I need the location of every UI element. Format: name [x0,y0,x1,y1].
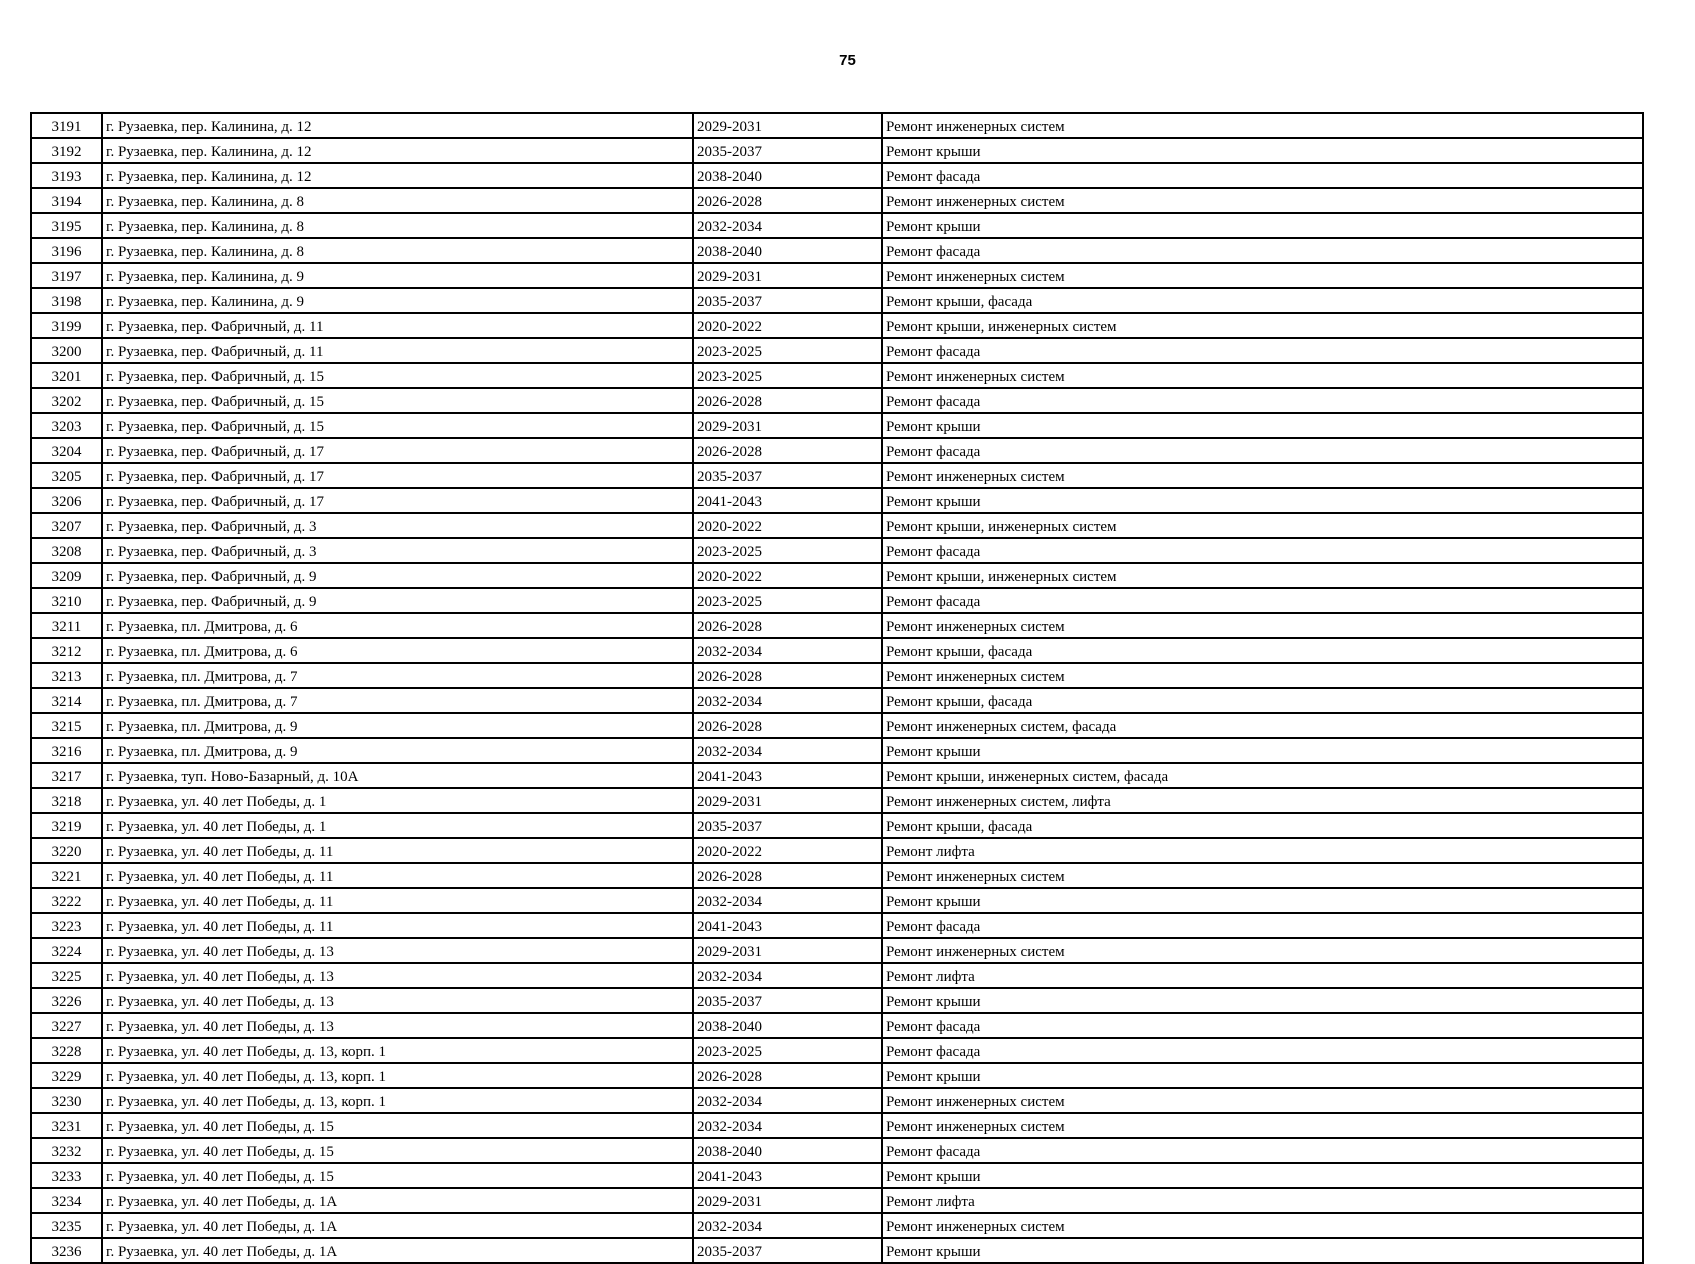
period-cell: 2041-2043 [693,488,882,513]
table-row [31,1238,1643,1263]
address-cell: г. Рузаевка, пер. Калинина, д. 8 [102,213,693,238]
work-type-cell: Ремонт лифта [882,838,1643,863]
work-type-cell: Ремонт фасада [882,1038,1643,1063]
row-number: 3224 [31,938,102,963]
address-cell: г. Рузаевка, пер. Фабричный, д. 9 [102,588,693,613]
address-cell: г. Рузаевка, пер. Калинина, д. 9 [102,288,693,313]
table-row [31,913,1643,938]
row-number: 3221 [31,863,102,888]
row-number: 3212 [31,638,102,663]
address-cell: г. Рузаевка, пер. Фабричный, д. 15 [102,413,693,438]
work-type-cell: Ремонт инженерных систем [882,113,1643,138]
period-cell: 2035-2037 [693,988,882,1013]
period-cell: 2029-2031 [693,938,882,963]
table-row [31,838,1643,863]
row-number: 3214 [31,688,102,713]
work-type-cell: Ремонт крыши [882,1063,1643,1088]
row-number: 3202 [31,388,102,413]
address-cell: г. Рузаевка, ул. 40 лет Победы, д. 15 [102,1163,693,1188]
row-number: 3205 [31,463,102,488]
table-row [31,138,1643,163]
row-number: 3206 [31,488,102,513]
row-number: 3215 [31,713,102,738]
work-type-cell: Ремонт фасада [882,588,1643,613]
period-cell: 2026-2028 [693,713,882,738]
work-type-cell: Ремонт лифта [882,1188,1643,1213]
row-number: 3234 [31,1188,102,1213]
period-cell: 2032-2034 [693,1213,882,1238]
address-cell: г. Рузаевка, ул. 40 лет Победы, д. 13, корп. 1 [102,1088,693,1113]
address-cell: г. Рузаевка, ул. 40 лет Победы, д. 13, корп. 1 [102,1063,693,1088]
address-cell: г. Рузаевка, ул. 40 лет Победы, д. 1 [102,788,693,813]
work-type-cell: Ремонт крыши, инженерных систем, фасада [882,763,1643,788]
period-cell: 2026-2028 [693,863,882,888]
row-number: 3195 [31,213,102,238]
work-type-cell: Ремонт крыши [882,138,1643,163]
table-row [31,288,1643,313]
table-row [31,538,1643,563]
table-row [31,1138,1643,1163]
table-row [31,188,1643,213]
address-cell: г. Рузаевка, ул. 40 лет Победы, д. 1А [102,1213,693,1238]
row-number: 3222 [31,888,102,913]
address-cell: г. Рузаевка, пер. Фабричный, д. 17 [102,438,693,463]
row-number: 3229 [31,1063,102,1088]
address-cell: г. Рузаевка, ул. 40 лет Победы, д. 11 [102,838,693,863]
address-cell: г. Рузаевка, пер. Калинина, д. 12 [102,138,693,163]
work-type-cell: Ремонт инженерных систем [882,1213,1643,1238]
period-cell: 2032-2034 [693,888,882,913]
table-body [31,113,1643,1263]
row-number: 3210 [31,588,102,613]
period-cell: 2032-2034 [693,638,882,663]
page-number: 75 [839,52,856,69]
work-type-cell: Ремонт инженерных систем [882,188,1643,213]
row-number: 3211 [31,613,102,638]
table-row [31,613,1643,638]
work-type-cell: Ремонт крыши, инженерных систем [882,313,1643,338]
period-cell: 2020-2022 [693,563,882,588]
table-row [31,713,1643,738]
period-cell: 2038-2040 [693,238,882,263]
address-cell: г. Рузаевка, пер. Калинина, д. 12 [102,163,693,188]
table-row [31,1063,1643,1088]
address-cell: г. Рузаевка, ул. 40 лет Победы, д. 1А [102,1188,693,1213]
address-cell: г. Рузаевка, пл. Дмитрова, д. 6 [102,638,693,663]
row-number: 3197 [31,263,102,288]
address-cell: г. Рузаевка, ул. 40 лет Победы, д. 13, корп. 1 [102,1038,693,1063]
table-row [31,888,1643,913]
row-number: 3217 [31,763,102,788]
table-row [31,863,1643,888]
period-cell: 2020-2022 [693,313,882,338]
address-cell: г. Рузаевка, пер. Калинина, д. 8 [102,238,693,263]
work-type-cell: Ремонт крыши [882,1163,1643,1188]
address-cell: г. Рузаевка, ул. 40 лет Победы, д. 13 [102,938,693,963]
address-cell: г. Рузаевка, ул. 40 лет Победы, д. 11 [102,863,693,888]
row-number: 3225 [31,963,102,988]
work-type-cell: Ремонт инженерных систем [882,463,1643,488]
repair-schedule-table [30,112,1644,1264]
address-cell: г. Рузаевка, пл. Дмитрова, д. 9 [102,738,693,763]
row-number: 3218 [31,788,102,813]
row-number: 3200 [31,338,102,363]
period-cell: 2023-2025 [693,588,882,613]
period-cell: 2029-2031 [693,413,882,438]
row-number: 3192 [31,138,102,163]
period-cell: 2020-2022 [693,513,882,538]
table-row [31,788,1643,813]
table-row [31,988,1643,1013]
table-row [31,763,1643,788]
table-row [31,338,1643,363]
row-number: 3209 [31,563,102,588]
table-row [31,1013,1643,1038]
table-row [31,688,1643,713]
table-row [31,1188,1643,1213]
work-type-cell: Ремонт крыши, фасада [882,638,1643,663]
row-number: 3230 [31,1088,102,1113]
row-number: 3235 [31,1213,102,1238]
period-cell: 2041-2043 [693,1163,882,1188]
row-number: 3191 [31,113,102,138]
row-number: 3236 [31,1238,102,1263]
table-row [31,438,1643,463]
table-row [31,938,1643,963]
table-row [31,588,1643,613]
row-number: 3223 [31,913,102,938]
period-cell: 2023-2025 [693,1038,882,1063]
table-row [31,813,1643,838]
row-number: 3204 [31,438,102,463]
row-number: 3198 [31,288,102,313]
table-row [31,663,1643,688]
work-type-cell: Ремонт крыши, фасада [882,288,1643,313]
address-cell: г. Рузаевка, пер. Фабричный, д. 11 [102,338,693,363]
period-cell: 2029-2031 [693,113,882,138]
address-cell: г. Рузаевка, пер. Калинина, д. 12 [102,113,693,138]
work-type-cell: Ремонт фасада [882,338,1643,363]
period-cell: 2035-2037 [693,463,882,488]
row-number: 3207 [31,513,102,538]
work-type-cell: Ремонт крыши [882,738,1643,763]
work-type-cell: Ремонт фасада [882,913,1643,938]
period-cell: 2023-2025 [693,338,882,363]
row-number: 3193 [31,163,102,188]
period-cell: 2032-2034 [693,738,882,763]
period-cell: 2032-2034 [693,213,882,238]
table-row [31,163,1643,188]
period-cell: 2026-2028 [693,613,882,638]
table-row [31,738,1643,763]
address-cell: г. Рузаевка, пер. Калинина, д. 9 [102,263,693,288]
work-type-cell: Ремонт инженерных систем [882,938,1643,963]
table-row [31,638,1643,663]
address-cell: г. Рузаевка, пер. Фабричный, д. 9 [102,563,693,588]
row-number: 3219 [31,813,102,838]
address-cell: г. Рузаевка, пл. Дмитрова, д. 7 [102,663,693,688]
work-type-cell: Ремонт фасада [882,438,1643,463]
work-type-cell: Ремонт инженерных систем [882,613,1643,638]
period-cell: 2032-2034 [693,963,882,988]
period-cell: 2020-2022 [693,838,882,863]
table-row [31,1213,1643,1238]
table-row [31,213,1643,238]
table-row [31,1088,1643,1113]
address-cell: г. Рузаевка, ул. 40 лет Победы, д. 13 [102,988,693,1013]
row-number: 3201 [31,363,102,388]
period-cell: 2026-2028 [693,388,882,413]
table-row [31,413,1643,438]
period-cell: 2029-2031 [693,263,882,288]
period-cell: 2041-2043 [693,913,882,938]
row-number: 3216 [31,738,102,763]
work-type-cell: Ремонт инженерных систем, лифта [882,788,1643,813]
address-cell: г. Рузаевка, ул. 40 лет Победы, д. 11 [102,913,693,938]
address-cell: г. Рузаевка, ул. 40 лет Победы, д. 11 [102,888,693,913]
work-type-cell: Ремонт фасада [882,163,1643,188]
row-number: 3228 [31,1038,102,1063]
table-row [31,388,1643,413]
work-type-cell: Ремонт фасада [882,238,1643,263]
work-type-cell: Ремонт крыши [882,1238,1643,1263]
period-cell: 2032-2034 [693,688,882,713]
work-type-cell: Ремонт крыши [882,413,1643,438]
period-cell: 2026-2028 [693,188,882,213]
period-cell: 2035-2037 [693,1238,882,1263]
address-cell: г. Рузаевка, ул. 40 лет Победы, д. 15 [102,1138,693,1163]
period-cell: 2026-2028 [693,663,882,688]
period-cell: 2035-2037 [693,138,882,163]
row-number: 3232 [31,1138,102,1163]
period-cell: 2029-2031 [693,788,882,813]
work-type-cell: Ремонт крыши [882,888,1643,913]
work-type-cell: Ремонт инженерных систем [882,1088,1643,1113]
period-cell: 2035-2037 [693,813,882,838]
row-number: 3231 [31,1113,102,1138]
address-cell: г. Рузаевка, пер. Фабричный, д. 3 [102,513,693,538]
period-cell: 2023-2025 [693,538,882,563]
table-row [31,313,1643,338]
work-type-cell: Ремонт инженерных систем [882,263,1643,288]
table-row [31,463,1643,488]
work-type-cell: Ремонт крыши, инженерных систем [882,563,1643,588]
address-cell: г. Рузаевка, туп. Ново-Базарный, д. 10А [102,763,693,788]
table-row [31,238,1643,263]
period-cell: 2026-2028 [693,1063,882,1088]
period-cell: 2032-2034 [693,1088,882,1113]
address-cell: г. Рузаевка, пл. Дмитрова, д. 9 [102,713,693,738]
work-type-cell: Ремонт фасада [882,388,1643,413]
address-cell: г. Рузаевка, ул. 40 лет Победы, д. 13 [102,963,693,988]
period-cell: 2026-2028 [693,438,882,463]
table-row [31,1038,1643,1063]
work-type-cell: Ремонт лифта [882,963,1643,988]
row-number: 3196 [31,238,102,263]
period-cell: 2041-2043 [693,763,882,788]
work-type-cell: Ремонт инженерных систем, фасада [882,713,1643,738]
address-cell: г. Рузаевка, пл. Дмитрова, д. 6 [102,613,693,638]
period-cell: 2038-2040 [693,1138,882,1163]
table-row [31,1163,1643,1188]
work-type-cell: Ремонт инженерных систем [882,1113,1643,1138]
table-row [31,563,1643,588]
address-cell: г. Рузаевка, пл. Дмитрова, д. 7 [102,688,693,713]
row-number: 3194 [31,188,102,213]
work-type-cell: Ремонт крыши [882,213,1643,238]
address-cell: г. Рузаевка, ул. 40 лет Победы, д. 15 [102,1113,693,1138]
row-number: 3199 [31,313,102,338]
address-cell: г. Рузаевка, ул. 40 лет Победы, д. 13 [102,1013,693,1038]
address-cell: г. Рузаевка, пер. Фабричный, д. 11 [102,313,693,338]
address-cell: г. Рузаевка, ул. 40 лет Победы, д. 1А [102,1238,693,1263]
table-row [31,263,1643,288]
work-type-cell: Ремонт фасада [882,538,1643,563]
row-number: 3226 [31,988,102,1013]
row-number: 3227 [31,1013,102,1038]
period-cell: 2032-2034 [693,1113,882,1138]
table-row [31,513,1643,538]
address-cell: г. Рузаевка, пер. Калинина, д. 8 [102,188,693,213]
work-type-cell: Ремонт инженерных систем [882,663,1643,688]
period-cell: 2023-2025 [693,363,882,388]
work-type-cell: Ремонт инженерных систем [882,363,1643,388]
work-type-cell: Ремонт крыши [882,488,1643,513]
table-row [31,963,1643,988]
table-row [31,1113,1643,1138]
address-cell: г. Рузаевка, пер. Фабричный, д. 17 [102,463,693,488]
period-cell: 2029-2031 [693,1188,882,1213]
row-number: 3220 [31,838,102,863]
period-cell: 2038-2040 [693,163,882,188]
table-row [31,363,1643,388]
work-type-cell: Ремонт крыши, фасада [882,688,1643,713]
address-cell: г. Рузаевка, пер. Фабричный, д. 15 [102,363,693,388]
row-number: 3213 [31,663,102,688]
table-row [31,488,1643,513]
address-cell: г. Рузаевка, ул. 40 лет Победы, д. 1 [102,813,693,838]
work-type-cell: Ремонт крыши [882,988,1643,1013]
address-cell: г. Рузаевка, пер. Фабричный, д. 3 [102,538,693,563]
row-number: 3203 [31,413,102,438]
table-row [31,113,1643,138]
work-type-cell: Ремонт инженерных систем [882,863,1643,888]
work-type-cell: Ремонт фасада [882,1013,1643,1038]
period-cell: 2038-2040 [693,1013,882,1038]
address-cell: г. Рузаевка, пер. Фабричный, д. 15 [102,388,693,413]
work-type-cell: Ремонт крыши, инженерных систем [882,513,1643,538]
work-type-cell: Ремонт фасада [882,1138,1643,1163]
work-type-cell: Ремонт крыши, фасада [882,813,1643,838]
period-cell: 2035-2037 [693,288,882,313]
address-cell: г. Рузаевка, пер. Фабричный, д. 17 [102,488,693,513]
row-number: 3233 [31,1163,102,1188]
row-number: 3208 [31,538,102,563]
